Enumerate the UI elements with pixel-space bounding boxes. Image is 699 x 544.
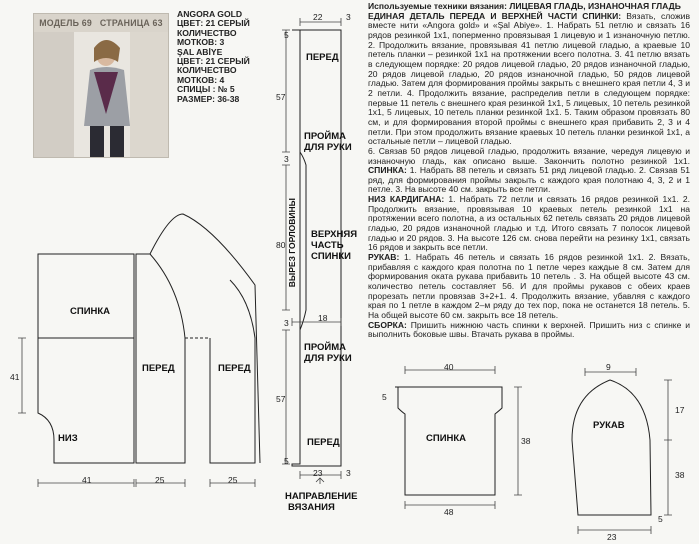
dim-23-sleeve: 23 <box>607 532 617 542</box>
dim-80: 80 <box>276 240 286 250</box>
upper-part-label-1: ВЕРХНЯЯ <box>311 229 358 240</box>
armhole-2-label-a: ПРОЙМА <box>304 342 347 353</box>
dim-40: 40 <box>444 362 454 372</box>
dim-5-r1: 5 <box>382 392 387 402</box>
dim-18: 18 <box>318 313 328 323</box>
dim-41-side: 41 <box>10 372 20 382</box>
yarn-line: МОТКОВ: 3 <box>177 37 225 48</box>
yarn-line: РАЗМЕР: 36-38 <box>177 93 240 104</box>
strip-front-bottom-label: ПЕРЕД <box>307 437 340 448</box>
assembly-section: СБОРКА: Пришить нижнюю часть спинки к верхней. Пришить низ с спинке и выполнить боковые швы. Втачать рукава в проймы. <box>368 319 690 340</box>
instructions-text <box>368 2 690 340</box>
dim-9: 9 <box>606 362 611 372</box>
small-back-label: СПИНКА <box>426 433 467 444</box>
dim-3-b: 3 <box>284 318 289 328</box>
cardigan-bottom-section: НИЗ КАРДИГАНА: 1. Набрать 72 петли и связать 16 рядов резинкой 1х1. 2. Продолжить вязание, провязывая 10 краевых петель резинкой 1х1 на протяжении всего полотна, а из остальных 62 петель связать 20 рядов лицевой гладью, 20 рядов изнаночной гладью и т.д. Итого связать 7 полосок лицевой гладью и 20 рядов. 3. На высоте 126 см. снова перейти на резинку 1х1, связать 16 рядов и закрыть все петли. <box>368 194 690 253</box>
sleeve-section: РУКАВ: 1. Набрать 46 петель и связать 16 рядов резинкой 1х1. 2. Вязать, прибавляя с каждого края полотна по 1 петле через каждые 8 см. Затем для формирования оката рукава прибавить 10 петель . 3. На общей высоте 43 см. количество петель составляет 56. И для проймы рукавов с обеих краев прорезать петли провязав 3+2+1. 4. Продолжить вязание, убавляя с каждого края по 1 петле в каждом 2–м ряду до тех пор, пока не останется 18 петель. 5. На общей высоте 60 см. закрыть все 18 петель. <box>368 252 690 320</box>
yarn-line: СПИЦЫ : № 5 <box>177 84 235 95</box>
dim-38: 38 <box>521 436 531 446</box>
yarn-line: МОТКОВ: 4 <box>177 74 225 85</box>
dim-41-bottom: 41 <box>82 475 92 485</box>
dim-22: 22 <box>313 12 323 22</box>
yarn-line: ЦВЕТ: 21 СЕРЫЙ <box>177 18 250 29</box>
yarn-line: КОЛИЧЕСТВО <box>177 65 237 76</box>
armhole-1-label-b: ДЛЯ РУКИ <box>304 142 352 153</box>
yarn-line: ŞAL ABİYE <box>177 46 223 57</box>
back-label: СПИНКА <box>70 306 111 317</box>
front-right-label: ПЕРЕД <box>218 363 251 374</box>
front-upper-back-section: ЕДИНАЯ ДЕТАЛЬ ПЕРЕДА И ВЕРХНЕЙ ЧАСТИ СПИНКИ: Вязать, сложив вместе нити «Angora gold» и «Şal Abiye». 1. Набрать 51 петлю и связать 16 рядов резинкой 1х1, поперменно провязывая 1 лицевую и 1 изнаночную петлю. 2. Продолжить вязание, провязывая 41 петлю лицевой гладью, а краевые 10 петель планки – резинкой 1х1 на протяжении всего полотна. 3. 41 петлю вязать в следующем порядке: 20 рядов лицевой гладью, 20 рядов изнаночной гладью, 20 рядов лицевой гладью, 20 рядов изнаночной гладью, 50 рядов лицевой гладью. Затем для формирования проймы закрыть с внешнего края петли 4, 3 и 2 петли. 4. Продолжить вязание, распределив петли в следующем порядке: первые 11 петель с внешнего края резинкой 1х1, 5 лицевых, 10 петель резинкой 1х1, 5 лицевых, 10 петель планки резинкой 1х1. 5. Таким образом провязать 80 см, и для формирования второй проймы с внешнего края прибавить 2, 3 и 4 петли. При этом продолжить вязание краевых 10 петель планки резинкой 1х1, а остальные петли – лицевой гладью. <box>368 10 690 147</box>
dim-25-a: 25 <box>155 475 165 485</box>
dim-5-top: 5 <box>284 30 289 40</box>
upper-part-label-2: ЧАСТЬ <box>311 240 344 251</box>
yarn-line: ANGORA GOLD <box>177 9 243 19</box>
dim-3: 3 <box>346 12 351 22</box>
direction-label-1: НАПРАВЛЕНИЕ <box>285 491 358 502</box>
model-label: МОДЕЛЬ 69 <box>39 18 92 28</box>
armhole-1-label-a: ПРОЙМА <box>304 131 347 142</box>
dim-48: 48 <box>444 507 454 517</box>
dim-5-bottom: 5 <box>284 456 289 466</box>
dim-23: 23 <box>313 468 323 478</box>
sleeve-label: РУКАВ <box>593 420 625 431</box>
dim-57-bottom: 57 <box>276 394 286 404</box>
dim-57-top: 57 <box>276 92 286 102</box>
sleeve-outline <box>572 380 651 515</box>
dim-3-c: 3 <box>346 468 351 478</box>
dim-5-sleeve: 5 <box>658 514 663 524</box>
front-left-label: ПЕРЕД <box>142 363 175 374</box>
yarn-line: КОЛИЧЕСТВО <box>177 27 237 38</box>
continuation-section: 6. Связав 50 рядов лицевой гладью, продолжить вязание, чередуя лицевую и изнаночную гладь, как описано выше. Закончить полотно резинкой 1х1. СПИНКА: 1. Набрать 88 петель и связать 51 ряд лицевой гладью. 2. Связав 51 ряд, для формирования проймы закрыть с каждого края полотнаю 4, 3, 2 и 1 петле. 3. На высоте 40 см. закрыть все петли. <box>368 145 690 195</box>
neckline-label: ВЫРЕЗ ГОРЛОВИНЫ <box>287 198 297 288</box>
dim-17: 17 <box>675 405 685 415</box>
direction-label-2: ВЯЗАНИЯ <box>288 502 335 513</box>
yarn-line: ЦВЕТ: 21 СЕРЫЙ <box>177 56 250 67</box>
bottom-label: НИЗ <box>58 433 78 444</box>
armhole-2-label-b: ДЛЯ РУКИ <box>304 353 352 364</box>
dim-38-sleeve: 38 <box>675 470 685 480</box>
dim-3-a: 3 <box>284 154 289 164</box>
dim-25-b: 25 <box>228 475 238 485</box>
upper-part-label-3: СПИНКИ <box>311 251 352 262</box>
front-left-outline <box>136 254 185 463</box>
back-top-outline <box>38 254 134 338</box>
page-label: СТРАНИЦА 63 <box>99 18 163 28</box>
strip-front-top-label: ПЕРЕД <box>306 52 339 63</box>
techniques-title: Используемые техники вязания: ЛИЦЕВАЯ ГЛАДЬ, ИЗНАНОЧНАЯ ГЛАДЬ <box>368 1 681 11</box>
